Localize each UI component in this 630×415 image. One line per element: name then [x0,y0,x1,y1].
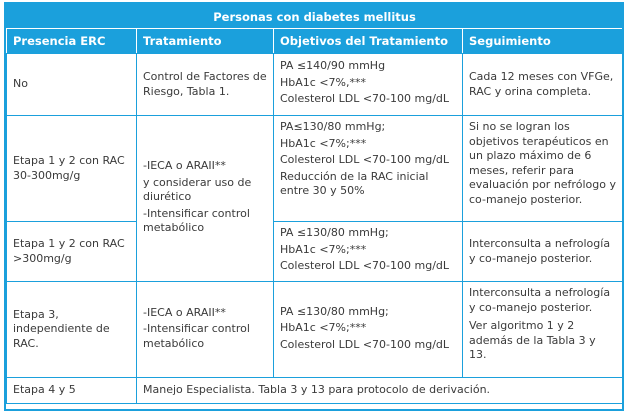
cell-presencia: Etapa 3, independiente de RAC. [7,282,137,378]
objetivo-ldl: Colesterol LDL <70-100 mg/dL [280,259,450,272]
objetivo-ldl: Colesterol LDL <70-100 mg/dL [280,92,450,105]
cell-presencia: No [7,54,137,116]
cell-tratamiento [137,282,274,378]
table-row-no-erc [7,54,623,116]
seguimiento-interconsulta: Interconsulta a nefrología y co-manejo posterior. [469,286,611,314]
table-title: Personas con diabetes mellitus [7,5,623,29]
cell-objetivos [274,54,463,116]
objetivo-pa: PA ≤140/90 mmHg [280,59,386,72]
diabetes-ckd-table [6,4,623,404]
table-row-etapa-1-2-rac-30-300 [7,116,623,222]
objetivo-ldl: Colesterol LDL <70-100 mg/dL [280,337,450,351]
cell-objetivos [274,222,463,282]
cell-presencia: Etapa 1 y 2 con RAC 30-300mg/g [7,116,137,222]
cell-objetivos [274,282,463,378]
header-objetivos: Objetivos del Tratamiento [274,29,463,54]
cell-presencia: Etapa 4 y 5 [7,378,137,404]
seguimiento-algoritmo: Ver algoritmo 1 y 2 además de la Tabla 3 y 13. [469,319,596,361]
objetivo-pa: PA ≤130/80 mmHg; [280,304,389,318]
diabetes-ckd-table-frame [4,2,624,411]
cell-seguimiento [463,282,623,378]
table-header-row [7,29,623,54]
objetivo-rac: Reducción de la RAC inicial entre 30 y 50% [280,169,429,197]
tratamiento-intensificar: -Intensificar control metabólico [143,322,250,350]
objetivo-ldl: Colesterol LDL <70-100 mg/dL [280,153,450,166]
cell-seguimiento: Si no se logran los objetivos terapéuticos en un plazo máximo de 6 meses, referir para evaluación por nefrólogo y co-manejo posterior. [463,116,623,222]
cell-manejo-especialista: Manejo Especialista. Tabla 3 y 13 para protocolo de derivación. [137,378,623,404]
cell-tratamiento [137,116,274,282]
cell-seguimiento: Cada 12 meses con VFGe, RAC y orina completa. [463,54,623,116]
cell-tratamiento: Control de Factores de Riesgo, Tabla 1. [137,54,274,116]
objetivo-hba1c: HbA1c <7%;*** [280,242,367,256]
tratamiento-ieca: -IECA o ARAII** [143,159,226,173]
objetivo-hba1c: HbA1c <7%,*** [280,75,366,89]
objetivo-hba1c: HbA1c <7%;*** [280,321,367,335]
header-tratamiento: Tratamiento [137,29,274,54]
tratamiento-ieca: -IECA o ARAII** [143,305,226,319]
table-row-etapa-4-5 [7,378,623,404]
objetivo-pa: PA ≤130/80 mmHg; [280,226,389,239]
tratamiento-diuretico: y considerar uso de diurético [143,175,252,204]
table-row-etapa-1-2-rac-300 [7,222,623,282]
tratamiento-intensificar: -Intensificar control metabólico [143,206,250,235]
header-presencia-erc: Presencia ERC [7,29,137,54]
cell-objetivos [274,116,463,222]
objetivo-hba1c: HbA1c <7%;*** [280,136,367,150]
objetivo-pa: PA≤130/80 mmHg; [280,120,386,133]
cell-seguimiento: Interconsulta a nefrología y co-manejo posterior. [463,222,623,282]
cell-presencia: Etapa 1 y 2 con RAC >300mg/g [7,222,137,282]
table-title-row [7,5,623,29]
table-row-etapa-3 [7,282,623,378]
header-seguimiento: Seguimiento [463,29,623,54]
